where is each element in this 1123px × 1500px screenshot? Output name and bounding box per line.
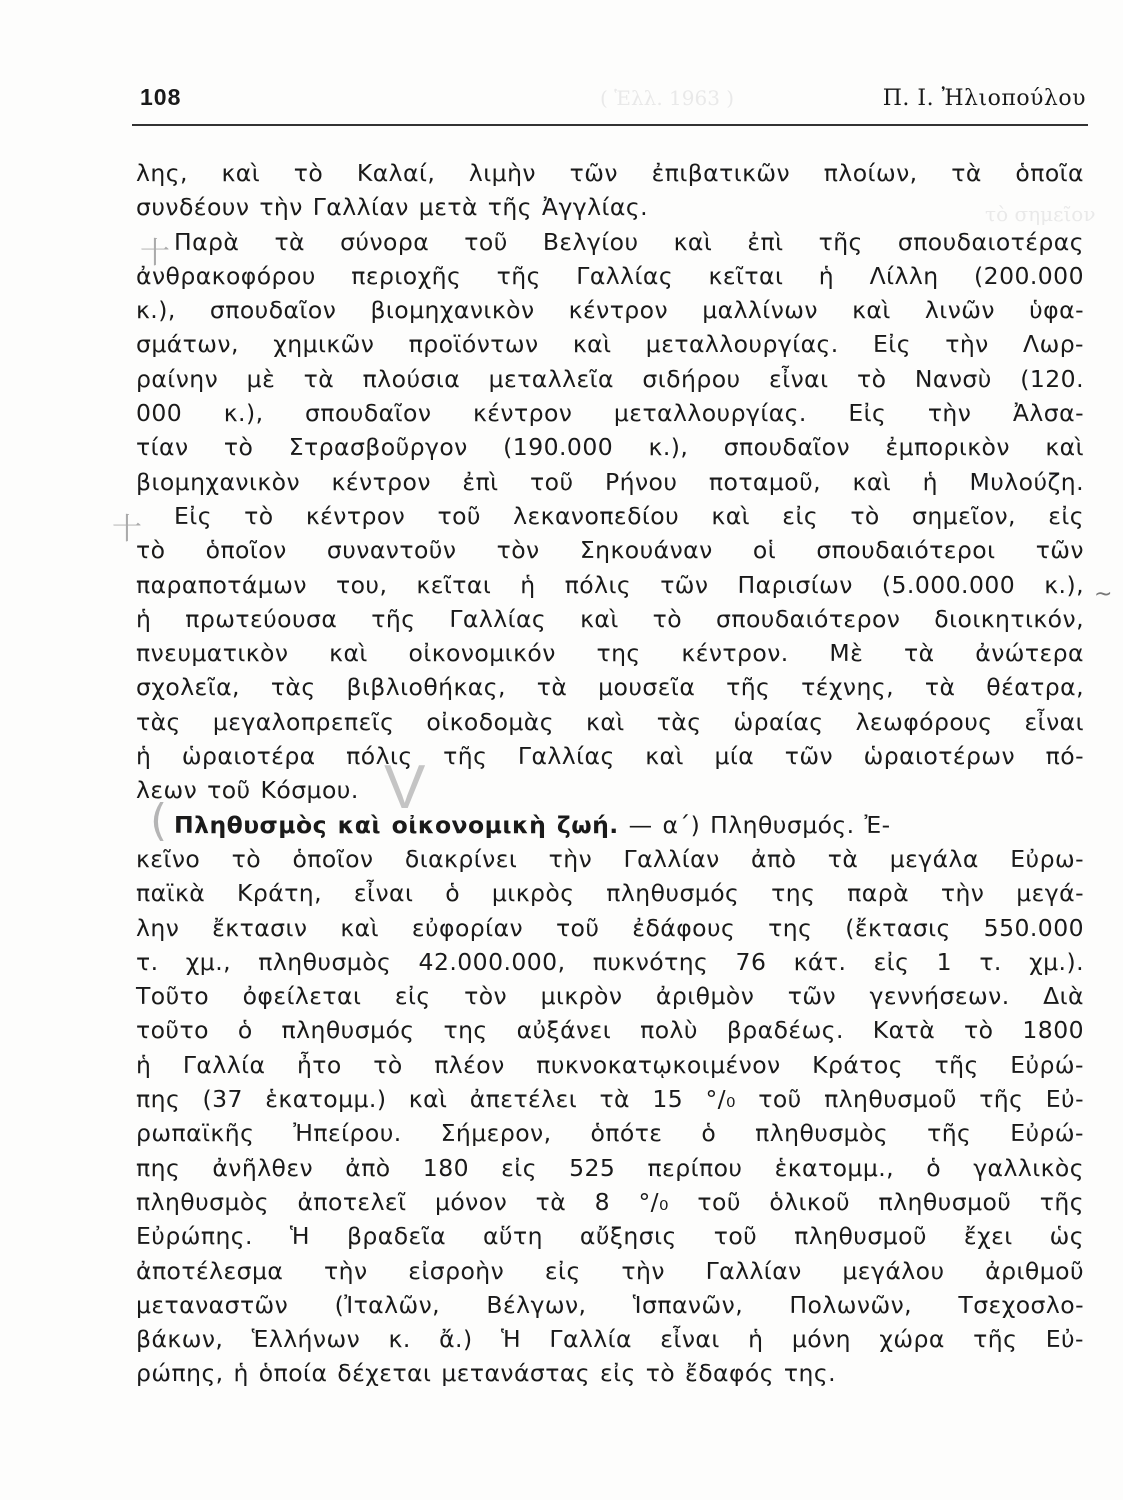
text-line: λεων τοῦ Κόσμου. <box>136 776 359 805</box>
text-line: μεταναστῶν (Ἰταλῶν, Βέλγων, Ἱσπανῶν, Πολωνῶν, Τσεχοσλο- <box>136 1290 1084 1319</box>
text-line: 000 κ.), σπουδαῖον κέντρον μεταλλουργίας. Εἰς τὴν Ἀλσα- <box>136 399 1084 428</box>
text-line: κ.), σπουδαῖον βιομηχανικὸν κέντρον μαλλίνων καὶ λινῶν ὑφα- <box>136 296 1084 325</box>
text-line: πνευματικὸν καὶ οἰκονομικόν της κέντρον. Μὲ τὰ ἀνώτερα <box>136 639 1084 668</box>
text-line: ἀνθρακοφόρου περιοχῆς τῆς Γαλλίας κεῖται ἡ Λίλλη (200.000 <box>136 261 1084 290</box>
body-text <box>136 156 1084 1391</box>
page-number: 108 <box>140 84 182 110</box>
pencil-check-mark-icon: V <box>384 753 426 822</box>
text-line: συνδέουν τὴν Γαλλίαν μετὰ τῆς Ἀγγλίας. <box>136 193 649 222</box>
text-line: πης (37 ἑκατομμ.) καὶ ἀπετέλει τὰ 15 °/₀ τοῦ πληθυσμοῦ τῆς Εὐ- <box>136 1085 1084 1114</box>
subsection-heading: — α΄) Πληθυσμός. Ἐ- <box>618 810 891 839</box>
bleed-through-text: τὸ σημεῖον <box>985 202 1096 226</box>
running-head: Π. Ι. Ἠλιοπούλου <box>882 86 1086 111</box>
page-header <box>140 80 1086 120</box>
text-line: τοῦτο ὁ πληθυσμός της αὐξάνει πολὺ βραδέως. Κατὰ τὸ 1800 <box>136 1016 1084 1045</box>
text-line: ἡ Γαλλία ἦτο τὸ πλέον πυκνοκατῳκοιμένον Κράτος τῆς Εὐρώ- <box>136 1050 1084 1079</box>
text-line: ἀποτέλεσμα τὴν εἰσροὴν εἰς τὴν Γαλλίαν μεγάλου ἀριθμοῦ <box>136 1256 1084 1285</box>
pencil-cross-mark-icon: ⼗ <box>140 236 170 271</box>
text-line: κεῖνο τὸ ὁποῖον διακρίνει τὴν Γαλλίαν ἀπὸ τὰ μεγάλα Εὐρω- <box>136 844 1084 873</box>
text-line: Εἰς τὸ κέντρον τοῦ λεκανοπεδίου καὶ εἰς τὸ σημεῖον, εἰς <box>174 501 1084 530</box>
text-line: παϊκὰ Κράτη, εἶναι ὁ μικρὸς πληθυσμός της παρὰ τὴν μεγά- <box>136 879 1084 908</box>
section-heading: Πληθυσμὸς καὶ οἰκονομικὴ ζωή. <box>174 810 619 839</box>
text-line: πληθυσμὸς ἀποτελεῖ μόνον τὰ 8 °/₀ τοῦ ὁλικοῦ πληθυσμοῦ τῆς <box>136 1187 1084 1216</box>
pencil-cross-mark-icon: ⼗ <box>112 512 142 547</box>
text-line: ἡ ὡραιοτέρα πόλις τῆς Γαλλίας καὶ μία τῶν ὡραιοτέρων πό- <box>136 742 1084 771</box>
text-line: πης ἀνῆλθεν ἀπὸ 180 εἰς 525 περίπου ἑκατομμ., ὁ γαλλικὸς <box>136 1153 1084 1182</box>
text-line: Παρὰ τὰ σύνορα τοῦ Βελγίου καὶ ἐπὶ τῆς σπουδαιοτέρας <box>174 227 1084 256</box>
text-line: ρώπης, ἡ ὁποία δέχεται μετανάστας εἰς τὸ ἔδαφός της. <box>136 1359 837 1388</box>
bleed-through-text: ( Ἑλλ. 1963 ) <box>600 86 735 110</box>
text-line: Εὐρώπης. Ἡ βραδεῖα αὕτη αὔξησις τοῦ πληθυσμοῦ ἔχει ὡς <box>136 1222 1084 1251</box>
pencil-tick-mark-icon: ~ <box>1094 582 1113 607</box>
text-line: τ. χμ., πληθυσμὸς 42.000.000, πυκνότης 76 κάτ. εἰς 1 τ. χμ.). <box>136 947 1084 976</box>
text-line: παραποτάμων του, κεῖται ἡ πόλις τῶν Παρισίων (5.000.000 κ.), <box>136 570 1084 599</box>
text-line: σχολεῖα, τὰς βιβλιοθήκας, τὰ μουσεῖα τῆς τέχνης, τὰ θέατρα, <box>136 673 1084 702</box>
pencil-bracket-mark-icon: ( <box>150 795 168 846</box>
header-rule <box>132 124 1088 126</box>
section-heading-line <box>136 808 1084 842</box>
text-line: Τοῦτο ὀφείλεται εἰς τὸν μικρὸν ἀριθμὸν τῶν γεννήσεων. Διὰ <box>136 982 1084 1011</box>
text-line: βιομηχανικὸν κέντρον ἐπὶ τοῦ Ρήνου ποταμοῦ, καὶ ἡ Μυλούζη. <box>136 467 1084 496</box>
text-line: τίαν τὸ Στρασβοῦργον (190.000 κ.), σπουδαῖον ἐμπορικὸν καὶ <box>136 433 1084 462</box>
text-line: βάκων, Ἑλλήνων κ. ἄ.) Ἡ Γαλλία εἶναι ἡ μόνη χώρα τῆς Εὐ- <box>136 1325 1084 1354</box>
text-line: τὸ ὁποῖον συναντοῦν τὸν Σηκουάναν οἱ σπουδαιότεροι τῶν <box>136 536 1084 565</box>
text-line: ραίνην μὲ τὰ πλούσια μεταλλεῖα σιδήρου εἶναι τὸ Νανσὺ (120. <box>136 364 1084 393</box>
text-line: ἡ πρωτεύουσα τῆς Γαλλίας καὶ τὸ σπουδαιότερον διοικητικόν, <box>136 604 1084 633</box>
text-line: λην ἔκτασιν καὶ εὐφορίαν τοῦ ἐδάφους της (ἔκτασις 550.000 <box>136 913 1084 942</box>
text-line: σμάτων, χημικῶν προϊόντων καὶ μεταλλουργίας. Εἰς τὴν Λωρ- <box>136 330 1084 359</box>
text-line: λης, καὶ τὸ Καλαί, λιμὴν τῶν ἐπιβατικῶν πλοίων, τὰ ὁποῖα <box>136 159 1084 187</box>
text-line: τὰς μεγαλοπρεπεῖς οἰκοδομὰς καὶ τὰς ὡραίας λεωφόρους εἶναι <box>136 707 1084 736</box>
text-line: ρωπαϊκῆς Ἠπείρου. Σήμερον, ὁπότε ὁ πληθυσμὸς τῆς Εὐρώ- <box>136 1119 1084 1148</box>
